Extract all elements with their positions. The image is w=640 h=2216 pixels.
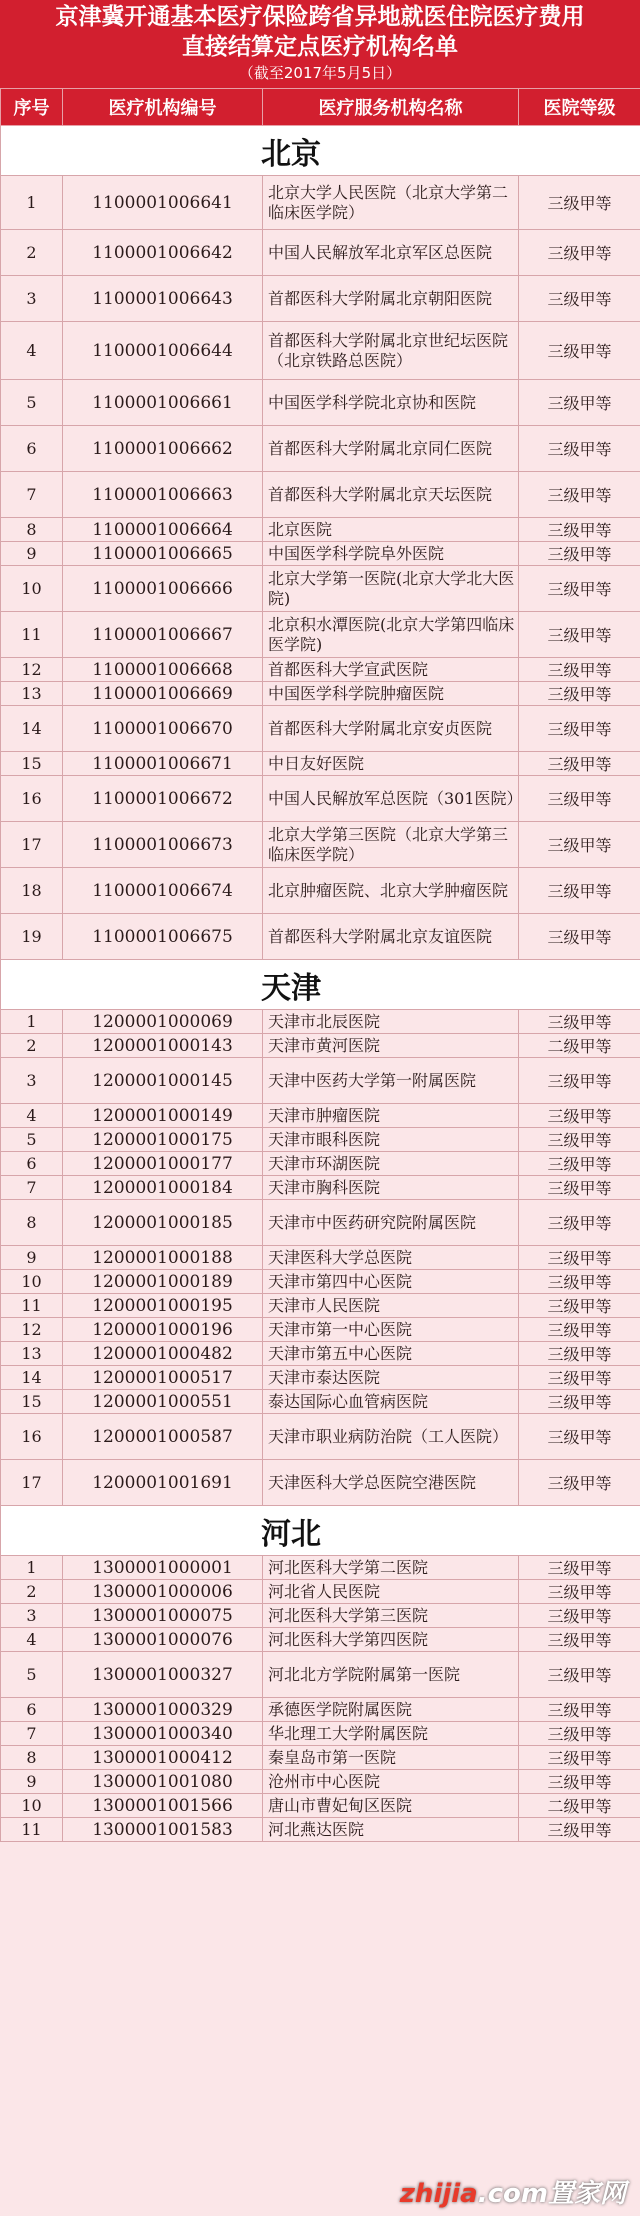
section-row xyxy=(1,126,640,176)
section-title: 天津 xyxy=(1,960,640,1010)
row-index: 19 xyxy=(1,914,63,960)
row-name: 中国医学科学院北京协和医院 xyxy=(263,380,519,426)
table-row xyxy=(1,230,640,276)
row-index: 3 xyxy=(1,1604,63,1628)
row-code: 1200001000175 xyxy=(63,1128,263,1152)
row-index: 13 xyxy=(1,682,63,706)
row-level: 三级甲等 xyxy=(519,1246,640,1270)
row-name: 唐山市曹妃甸区医院 xyxy=(263,1794,519,1818)
row-code: 1200001000149 xyxy=(63,1104,263,1128)
table-row xyxy=(1,1604,640,1628)
row-level: 三级甲等 xyxy=(519,1152,640,1176)
hospital-table xyxy=(0,88,640,1842)
row-name: 天津市职业病防治院（工人医院） xyxy=(263,1414,519,1460)
table-row xyxy=(1,1034,640,1058)
row-name: 天津市第四中心医院 xyxy=(263,1270,519,1294)
row-level: 三级甲等 xyxy=(519,1294,640,1318)
row-index: 10 xyxy=(1,1794,63,1818)
table-row xyxy=(1,1342,640,1366)
table-row xyxy=(1,1770,640,1794)
header-code: 医疗机构编号 xyxy=(63,89,263,126)
row-index: 2 xyxy=(1,1580,63,1604)
row-level: 三级甲等 xyxy=(519,682,640,706)
row-level: 三级甲等 xyxy=(519,380,640,426)
table-row xyxy=(1,542,640,566)
row-level: 三级甲等 xyxy=(519,566,640,612)
row-code: 1100001006644 xyxy=(63,322,263,380)
table-row xyxy=(1,612,640,658)
title-line-1: 京津冀开通基本医疗保险跨省异地就医住院医疗费用 xyxy=(55,4,585,30)
row-code: 1200001000189 xyxy=(63,1270,263,1294)
row-level: 三级甲等 xyxy=(519,1746,640,1770)
row-level: 三级甲等 xyxy=(519,1460,640,1506)
row-level: 三级甲等 xyxy=(519,276,640,322)
row-level: 三级甲等 xyxy=(519,1010,640,1034)
row-code: 1200001000188 xyxy=(63,1246,263,1270)
title-date: （截至2017年5月5日） xyxy=(238,64,402,82)
header-index: 序号 xyxy=(1,89,63,126)
row-index: 8 xyxy=(1,1200,63,1246)
table-row xyxy=(1,658,640,682)
row-name: 首都医科大学宣武医院 xyxy=(263,658,519,682)
table-row xyxy=(1,426,640,472)
row-code: 1100001006664 xyxy=(63,518,263,542)
table-row xyxy=(1,1794,640,1818)
row-index: 11 xyxy=(1,1818,63,1842)
row-name: 承德医学院附属医院 xyxy=(263,1698,519,1722)
row-name: 天津市环湖医院 xyxy=(263,1152,519,1176)
row-name: 首都医科大学附属北京同仁医院 xyxy=(263,426,519,472)
row-level: 三级甲等 xyxy=(519,706,640,752)
row-name: 中国人民解放军总医院（301医院） xyxy=(263,776,519,822)
table-row xyxy=(1,1246,640,1270)
row-level: 三级甲等 xyxy=(519,1128,640,1152)
row-level: 三级甲等 xyxy=(519,1628,640,1652)
table-row xyxy=(1,1628,640,1652)
row-code: 1200001000184 xyxy=(63,1176,263,1200)
row-name: 河北医科大学第三医院 xyxy=(263,1604,519,1628)
row-level: 三级甲等 xyxy=(519,1058,640,1104)
row-name: 河北北方学院附属第一医院 xyxy=(263,1652,519,1698)
row-code: 1300001000076 xyxy=(63,1628,263,1652)
table-row xyxy=(1,1390,640,1414)
row-index: 18 xyxy=(1,868,63,914)
row-code: 1100001006663 xyxy=(63,472,263,518)
table-row xyxy=(1,1414,640,1460)
table-row xyxy=(1,914,640,960)
table-row xyxy=(1,1294,640,1318)
row-index: 2 xyxy=(1,1034,63,1058)
row-code: 1100001006670 xyxy=(63,706,263,752)
row-name: 河北医科大学第二医院 xyxy=(263,1556,519,1580)
row-code: 1100001006668 xyxy=(63,658,263,682)
row-code: 1200001000069 xyxy=(63,1010,263,1034)
row-name: 河北医科大学第四医院 xyxy=(263,1628,519,1652)
row-level: 三级甲等 xyxy=(519,658,640,682)
section-title: 北京 xyxy=(1,126,640,176)
row-index: 5 xyxy=(1,380,63,426)
row-index: 10 xyxy=(1,566,63,612)
row-index: 1 xyxy=(1,1010,63,1034)
row-level: 三级甲等 xyxy=(519,322,640,380)
row-level: 二级甲等 xyxy=(519,1794,640,1818)
row-index: 9 xyxy=(1,542,63,566)
header-level: 医院等级 xyxy=(519,89,640,126)
row-code: 1300001001583 xyxy=(63,1818,263,1842)
row-level: 三级甲等 xyxy=(519,1722,640,1746)
row-level: 三级甲等 xyxy=(519,612,640,658)
row-index: 15 xyxy=(1,752,63,776)
row-level: 三级甲等 xyxy=(519,1200,640,1246)
table-row xyxy=(1,518,640,542)
row-index: 17 xyxy=(1,822,63,868)
row-code: 1100001006662 xyxy=(63,426,263,472)
table-row xyxy=(1,1698,640,1722)
table-row xyxy=(1,1104,640,1128)
row-level: 三级甲等 xyxy=(519,1604,640,1628)
table-row xyxy=(1,1746,640,1770)
table-row xyxy=(1,1128,640,1152)
row-level: 三级甲等 xyxy=(519,1698,640,1722)
row-code: 1300001000001 xyxy=(63,1556,263,1580)
row-code: 1300001000340 xyxy=(63,1722,263,1746)
table-row xyxy=(1,1366,640,1390)
row-index: 8 xyxy=(1,1746,63,1770)
row-level: 三级甲等 xyxy=(519,1176,640,1200)
table-row xyxy=(1,380,640,426)
row-code: 1300001000412 xyxy=(63,1746,263,1770)
row-name: 北京积水潭医院(北京大学第四临床医学院) xyxy=(263,612,519,658)
row-index: 4 xyxy=(1,1628,63,1652)
row-index: 17 xyxy=(1,1460,63,1506)
title-line-2: 直接结算定点医疗机构名单 xyxy=(182,34,458,60)
row-name: 首都医科大学附属北京天坛医院 xyxy=(263,472,519,518)
row-index: 11 xyxy=(1,612,63,658)
row-index: 7 xyxy=(1,472,63,518)
row-index: 14 xyxy=(1,1366,63,1390)
row-level: 三级甲等 xyxy=(519,1366,640,1390)
row-name: 天津市泰达医院 xyxy=(263,1366,519,1390)
row-name: 天津市黄河医院 xyxy=(263,1034,519,1058)
row-code: 1200001000587 xyxy=(63,1414,263,1460)
table-row xyxy=(1,322,640,380)
row-code: 1100001006674 xyxy=(63,868,263,914)
row-code: 1200001000145 xyxy=(63,1058,263,1104)
row-index: 13 xyxy=(1,1342,63,1366)
row-code: 1100001006673 xyxy=(63,822,263,868)
row-index: 1 xyxy=(1,1556,63,1580)
row-name: 天津中医药大学第一附属医院 xyxy=(263,1058,519,1104)
row-name: 北京医院 xyxy=(263,518,519,542)
row-index: 7 xyxy=(1,1176,63,1200)
row-index: 12 xyxy=(1,1318,63,1342)
row-level: 三级甲等 xyxy=(519,1270,640,1294)
row-level: 三级甲等 xyxy=(519,868,640,914)
row-name: 中国医学科学院肿瘤医院 xyxy=(263,682,519,706)
row-index: 3 xyxy=(1,276,63,322)
row-index: 2 xyxy=(1,230,63,276)
table-row xyxy=(1,1010,640,1034)
row-index: 6 xyxy=(1,426,63,472)
row-index: 11 xyxy=(1,1294,63,1318)
row-code: 1200001000482 xyxy=(63,1342,263,1366)
row-code: 1300001000327 xyxy=(63,1652,263,1698)
row-level: 三级甲等 xyxy=(519,1318,640,1342)
row-name: 华北理工大学附属医院 xyxy=(263,1722,519,1746)
row-name: 天津市北辰医院 xyxy=(263,1010,519,1034)
row-name: 河北燕达医院 xyxy=(263,1818,519,1842)
row-name: 泰达国际心血管病医院 xyxy=(263,1390,519,1414)
table-row xyxy=(1,472,640,518)
row-name: 秦皇岛市第一医院 xyxy=(263,1746,519,1770)
row-code: 1200001001691 xyxy=(63,1460,263,1506)
row-code: 1200001000185 xyxy=(63,1200,263,1246)
row-code: 1300001001566 xyxy=(63,1794,263,1818)
row-level: 三级甲等 xyxy=(519,1556,640,1580)
row-level: 三级甲等 xyxy=(519,822,640,868)
table-row xyxy=(1,1818,640,1842)
row-code: 1100001006643 xyxy=(63,276,263,322)
row-index: 7 xyxy=(1,1722,63,1746)
row-code: 1200001000195 xyxy=(63,1294,263,1318)
row-name: 中国医学科学院阜外医院 xyxy=(263,542,519,566)
row-name: 北京大学第一医院(北京大学北大医院) xyxy=(263,566,519,612)
row-name: 天津市胸科医院 xyxy=(263,1176,519,1200)
row-name: 沧州市中心医院 xyxy=(263,1770,519,1794)
row-code: 1300001000075 xyxy=(63,1604,263,1628)
header-row xyxy=(1,89,640,126)
table-row xyxy=(1,1460,640,1506)
row-index: 16 xyxy=(1,1414,63,1460)
section-title: 河北 xyxy=(1,1506,640,1556)
row-index: 1 xyxy=(1,176,63,230)
row-level: 三级甲等 xyxy=(519,176,640,230)
row-level: 三级甲等 xyxy=(519,1580,640,1604)
row-name: 中日友好医院 xyxy=(263,752,519,776)
table-body xyxy=(1,126,640,1842)
row-code: 1200001000196 xyxy=(63,1318,263,1342)
row-code: 1300001001080 xyxy=(63,1770,263,1794)
table-row xyxy=(1,1152,640,1176)
row-level: 三级甲等 xyxy=(519,776,640,822)
row-name: 首都医科大学附属北京安贞医院 xyxy=(263,706,519,752)
header-name: 医疗服务机构名称 xyxy=(263,89,519,126)
table-row xyxy=(1,752,640,776)
row-code: 1100001006665 xyxy=(63,542,263,566)
row-index: 6 xyxy=(1,1152,63,1176)
row-code: 1100001006672 xyxy=(63,776,263,822)
row-code: 1100001006675 xyxy=(63,914,263,960)
row-level: 三级甲等 xyxy=(519,1342,640,1366)
row-name: 天津医科大学总医院 xyxy=(263,1246,519,1270)
row-level: 三级甲等 xyxy=(519,914,640,960)
watermark-logo: zhijia.com置家网 xyxy=(399,2179,626,2209)
row-index: 10 xyxy=(1,1270,63,1294)
table-row xyxy=(1,176,640,230)
row-index: 3 xyxy=(1,1058,63,1104)
row-code: 1200001000551 xyxy=(63,1390,263,1414)
row-level: 三级甲等 xyxy=(519,1414,640,1460)
row-level: 三级甲等 xyxy=(519,230,640,276)
row-index: 12 xyxy=(1,658,63,682)
row-name: 首都医科大学附属北京友谊医院 xyxy=(263,914,519,960)
row-index: 9 xyxy=(1,1770,63,1794)
row-name: 北京大学人民医院（北京大学第二临床医学院） xyxy=(263,176,519,230)
row-index: 6 xyxy=(1,1698,63,1722)
row-code: 1100001006669 xyxy=(63,682,263,706)
table-row xyxy=(1,868,640,914)
row-index: 14 xyxy=(1,706,63,752)
title-banner xyxy=(0,0,640,88)
section-row xyxy=(1,960,640,1010)
row-level: 三级甲等 xyxy=(519,1390,640,1414)
row-code: 1200001000517 xyxy=(63,1366,263,1390)
row-name: 天津市人民医院 xyxy=(263,1294,519,1318)
row-name: 天津市中医药研究院附属医院 xyxy=(263,1200,519,1246)
table-row xyxy=(1,566,640,612)
row-name: 首都医科大学附属北京世纪坛医院（北京铁路总医院） xyxy=(263,322,519,380)
row-index: 15 xyxy=(1,1390,63,1414)
table-row xyxy=(1,1580,640,1604)
row-index: 9 xyxy=(1,1246,63,1270)
row-name: 河北省人民医院 xyxy=(263,1580,519,1604)
table-row xyxy=(1,682,640,706)
section-row xyxy=(1,1506,640,1556)
row-code: 1100001006671 xyxy=(63,752,263,776)
table-row xyxy=(1,1318,640,1342)
row-code: 1200001000143 xyxy=(63,1034,263,1058)
table-row xyxy=(1,1722,640,1746)
row-level: 三级甲等 xyxy=(519,518,640,542)
row-name: 天津市肿瘤医院 xyxy=(263,1104,519,1128)
row-name: 天津医科大学总医院空港医院 xyxy=(263,1460,519,1506)
row-name: 中国人民解放军北京军区总医院 xyxy=(263,230,519,276)
row-code: 1300001000329 xyxy=(63,1698,263,1722)
table-row xyxy=(1,1556,640,1580)
table-row xyxy=(1,1058,640,1104)
table-row xyxy=(1,1270,640,1294)
row-code: 1100001006666 xyxy=(63,566,263,612)
row-code: 1300001000006 xyxy=(63,1580,263,1604)
row-level: 三级甲等 xyxy=(519,542,640,566)
row-level: 三级甲等 xyxy=(519,1104,640,1128)
table-row xyxy=(1,1176,640,1200)
row-level: 三级甲等 xyxy=(519,1818,640,1842)
table-row xyxy=(1,1652,640,1698)
row-level: 三级甲等 xyxy=(519,426,640,472)
row-index: 4 xyxy=(1,322,63,380)
table-row xyxy=(1,706,640,752)
row-level: 三级甲等 xyxy=(519,1770,640,1794)
row-level: 三级甲等 xyxy=(519,472,640,518)
row-index: 5 xyxy=(1,1652,63,1698)
table-row xyxy=(1,822,640,868)
row-name: 天津市第一中心医院 xyxy=(263,1318,519,1342)
row-index: 8 xyxy=(1,518,63,542)
row-name: 首都医科大学附属北京朝阳医院 xyxy=(263,276,519,322)
table-row xyxy=(1,276,640,322)
row-index: 5 xyxy=(1,1128,63,1152)
row-index: 16 xyxy=(1,776,63,822)
row-name: 北京大学第三医院（北京大学第三临床医学院） xyxy=(263,822,519,868)
table-row xyxy=(1,776,640,822)
row-name: 北京肿瘤医院、北京大学肿瘤医院 xyxy=(263,868,519,914)
row-code: 1200001000177 xyxy=(63,1152,263,1176)
row-level: 三级甲等 xyxy=(519,1652,640,1698)
row-name: 天津市第五中心医院 xyxy=(263,1342,519,1366)
row-code: 1100001006661 xyxy=(63,380,263,426)
row-level: 二级甲等 xyxy=(519,1034,640,1058)
row-code: 1100001006667 xyxy=(63,612,263,658)
row-name: 天津市眼科医院 xyxy=(263,1128,519,1152)
table-row xyxy=(1,1200,640,1246)
row-code: 1100001006642 xyxy=(63,230,263,276)
row-code: 1100001006641 xyxy=(63,176,263,230)
row-index: 4 xyxy=(1,1104,63,1128)
row-level: 三级甲等 xyxy=(519,752,640,776)
